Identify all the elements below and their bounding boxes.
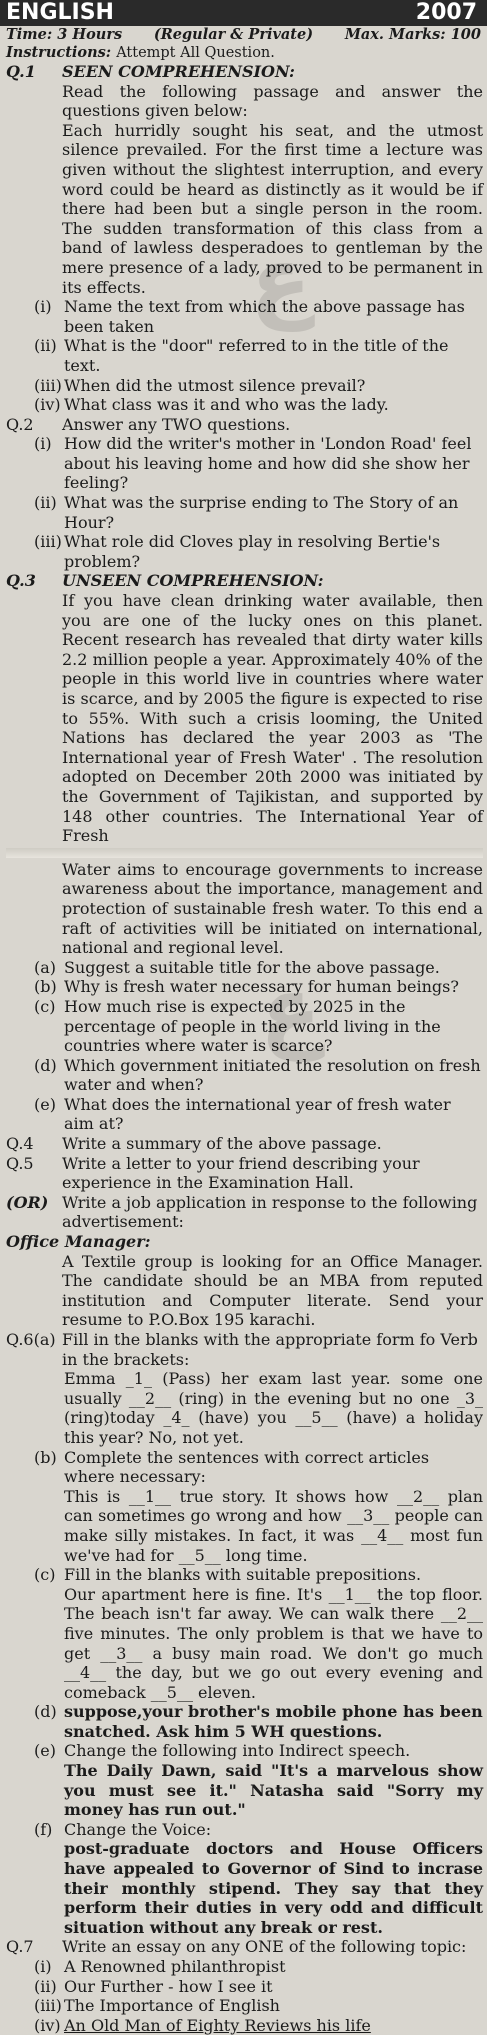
- q3-question-text: Suggest a suitable title for the above passage.: [64, 957, 440, 977]
- q3-passage-part-1: If you have clean drinking water available, then you are one of the lucky ones on this planet. Recent research has revealed that dirty water kills 2.2 million people a year. Approximately 40% of the people in this world live in countries where water is scarce, and by 2005 the figure is expected to rise to 55%. With such a crisis looming, the United Nations has declared the year 2003 as 'The International year of Fresh Water' . The resolution adopted on December 20th 2000 was initiated by the Government of Tajikistan, and supported by 148 other countries. The International Year of Fresh: [62, 591, 483, 846]
- paper-meta: [0, 26, 487, 62]
- instructions-label: Instructions:: [6, 44, 112, 61]
- q6a-text: Emma _1_ (Pass) her exam last year. some one usually __2__ (ring) in the evening but no one _3_ (ring)today _4_ (have) you __5__ (have) a holiday this year? No, not yet.: [64, 1369, 483, 1447]
- q5-row: [6, 1154, 483, 1193]
- q1-question-number: (ii): [34, 336, 57, 356]
- q7-number: Q.7: [6, 1937, 34, 1957]
- q1-heading-row: [6, 62, 483, 82]
- q6b-row: [6, 1448, 483, 1487]
- q7-topic-number: (i): [34, 1957, 52, 1976]
- office-manager-heading: Office Manager:: [6, 1232, 151, 1252]
- instructions: [6, 44, 481, 62]
- q6e-text: The Daily Dawn, said "It's a marvelous show you must see it." Natasha said "Sorry my money has run out.": [64, 1761, 483, 1820]
- q2-question: [6, 434, 483, 493]
- q3-question: [6, 958, 483, 978]
- q2-question: [6, 532, 483, 571]
- subject-title: ENGLISH: [6, 0, 114, 26]
- q5-number: Q.5: [6, 1153, 34, 1173]
- q3-question-text: How much rise is expected by 2025 in the percentage of people in the world living in the countries where water is scarce?: [64, 996, 441, 1056]
- q2-question-number: (ii): [34, 493, 57, 513]
- q2-question-text: What role did Cloves play in resolving Bertie's problem?: [64, 532, 441, 571]
- q6d-row: [6, 1702, 483, 1741]
- q3-question-number: (e): [34, 1094, 56, 1114]
- q2-question-text: How did the writer's mother in 'London Road' feel about his leaving home and how did she show her feeling?: [64, 434, 472, 493]
- exam-mode: (Regular & Private): [153, 26, 314, 43]
- q6c-intro: Fill in the blanks with suitable prepositions.: [64, 1565, 422, 1585]
- q2-question-number: (i): [34, 434, 52, 454]
- q6b-label: (b): [34, 1447, 57, 1467]
- q2-heading-row: [6, 415, 483, 435]
- q4-text: Write a summary of the above passage.: [62, 1134, 382, 1154]
- q3-number: Q.3: [6, 571, 36, 591]
- q1-question-number: (iii): [34, 375, 62, 395]
- watermark-logo-1: ع: [250, 227, 312, 332]
- q3-heading-row: [6, 571, 483, 591]
- q3-question-number: (b): [34, 977, 57, 997]
- question-paper: [0, 62, 487, 2035]
- q7-topic-number: (iii): [34, 1996, 62, 2016]
- max-marks: Max. Marks: 100: [344, 26, 481, 43]
- q6f-intro: Change the Voice:: [64, 1819, 212, 1839]
- q2-question-text: What was the surprise ending to The Story of an Hour?: [64, 493, 459, 532]
- q6e-row: [6, 1741, 483, 1761]
- q7-topic-text: A Renowned philanthropist: [64, 1957, 286, 1976]
- q3-question-number: (d): [34, 1055, 57, 1075]
- q6e-label: (e): [34, 1741, 56, 1761]
- q7-topic: [6, 1996, 483, 2016]
- q6f-text: post-graduate doctors and House Officers have appealed to Governor of Sind to incrase their monthly stipend. They say that they perform their duties in very odd and difficult situation without any break or rest.: [64, 1839, 483, 1937]
- q2-intro: Answer any TWO questions.: [62, 414, 291, 434]
- q7-row: [6, 1937, 483, 1957]
- q1-passage: Each hurridly sought his seat, and the utmost silence prevailed. For the first time a lecture was given without the slightest interruption, and every word could be heard as distinctly as it would be if there had been but a single person in the room. The sudden transformation of this class from a band of lawless desperadoes to gentleman by the mere presence of a lady, proved to be permanent in its effects.: [62, 120, 483, 297]
- q6-number: Q.6(a): [6, 1330, 56, 1349]
- q1-question-text: When did the utmost silence prevail?: [64, 375, 366, 395]
- q7-topic-text: Our Further - how I see it: [64, 1976, 273, 1996]
- q1-number: Q.1: [6, 62, 36, 81]
- q3-question: [6, 1056, 483, 1095]
- or-text: Write a job application in response to the following advertisement:: [62, 1192, 478, 1232]
- q7-topic-number: (iv): [34, 2015, 61, 2035]
- q1-question-text: What class was it and who was the lady.: [64, 395, 389, 415]
- q3-question: [6, 1095, 483, 1134]
- q6c-label: (c): [34, 1565, 56, 1585]
- q3-question-number: (a): [34, 957, 57, 977]
- q7-topic: [6, 1957, 483, 1977]
- q3-question: [6, 977, 483, 997]
- page-seam-divider: [6, 848, 483, 858]
- q6a-row: [6, 1330, 483, 1369]
- paper-header: [0, 0, 487, 26]
- q4-row: [6, 1134, 483, 1154]
- q7-topic: [6, 1977, 483, 1997]
- time-allowed: Time: 3 Hours: [6, 26, 123, 43]
- q1-question-number: (i): [34, 297, 52, 317]
- q6f-label: (f): [34, 1819, 53, 1839]
- instructions-text: Attempt All Question.: [116, 45, 275, 61]
- q3-question-number: (c): [34, 996, 56, 1016]
- or-row: [6, 1193, 483, 1232]
- or-label: (OR): [6, 1192, 49, 1212]
- q3-question-text: Why is fresh water necessary for human beings?: [64, 977, 459, 997]
- q2-number: Q.2: [6, 414, 34, 434]
- q3-heading: UNSEEN COMPREHENSION:: [62, 571, 324, 591]
- q7-topic-number: (ii): [34, 1976, 57, 1996]
- q1-heading: SEEN COMPREHENSION:: [62, 62, 295, 81]
- q6a-intro: Fill in the blanks with the appropriate form fo Verb in the brackets:: [62, 1330, 478, 1369]
- q2-question-number: (iii): [34, 532, 62, 552]
- q7-topic: [6, 2016, 483, 2035]
- q1-question-text: What is the "door" referred to in the title of the text.: [64, 336, 449, 375]
- q1-question: [6, 376, 483, 396]
- q1-question: [6, 336, 483, 375]
- q6e-intro: Change the following into Indirect speech.: [64, 1741, 411, 1761]
- q3-question-text: Which government initiated the resolution on fresh water and when?: [64, 1055, 481, 1095]
- exam-year: 2007: [415, 0, 477, 26]
- q1-question-text: Name the text from which the above passage has been taken: [64, 297, 465, 336]
- q6b-text: This is __1__ true story. It shows how __2__ plan can sometimes go wrong and how __3__ people can make silly mistakes. In fact, it was __4__ most fun we've had for __5__ long time.: [64, 1486, 483, 1565]
- q6d-text: suppose,your brother's mobile phone has been snatched. Ask him 5 WH questions.: [64, 1702, 483, 1741]
- q6c-row: [6, 1565, 483, 1585]
- q7-topic-text: An Old Man of Eighty Reviews his life: [64, 2015, 371, 2035]
- q1-question: [6, 297, 483, 336]
- advertisement-text: A Textile group is looking for an Office Manager. The candidate should be an MBA from reputed institution and Computer literate. Send your resume to P.O.Box 195 karachi.: [62, 1251, 483, 1330]
- q2-question: [6, 493, 483, 532]
- q1-question: [6, 395, 483, 415]
- q7-topic-text: The Importance of English: [64, 1996, 280, 2016]
- q6d-label: (d): [34, 1702, 57, 1722]
- q6f-row: [6, 1820, 483, 1840]
- q1-question-number: (iv): [34, 395, 61, 415]
- q3-passage-part-2: Water aims to encourage governments to increase awareness about the importance, management and protection of sustainable fresh water. To this end a raft of activities will be initiated on international, national and regional level.: [62, 859, 483, 958]
- q1-intro: Read the following passage and answer the questions given below:: [62, 81, 483, 121]
- q3-question-text: What does the international year of fresh water aim at?: [64, 1094, 451, 1134]
- watermark-logo-2: ع: [260, 957, 322, 1062]
- q6b-intro: Complete the sentences with correct articles where necessary:: [64, 1447, 430, 1487]
- q5-text: Write a letter to your friend describing your experience in the Examination Hall.: [62, 1153, 420, 1193]
- q6c-text: Our apartment here is fine. It's __1__ the top floor. The beach isn't far away. We can walk there __2__ five minutes. The only problem is that we have to get __3__ a busy main road. We don't go much __4__ the day, but we go out every evening and comeback __5__ eleven.: [64, 1584, 483, 1702]
- q7-intro: Write an essay on any ONE of the following topic:: [62, 1937, 467, 1957]
- q4-number: Q.4: [6, 1134, 34, 1154]
